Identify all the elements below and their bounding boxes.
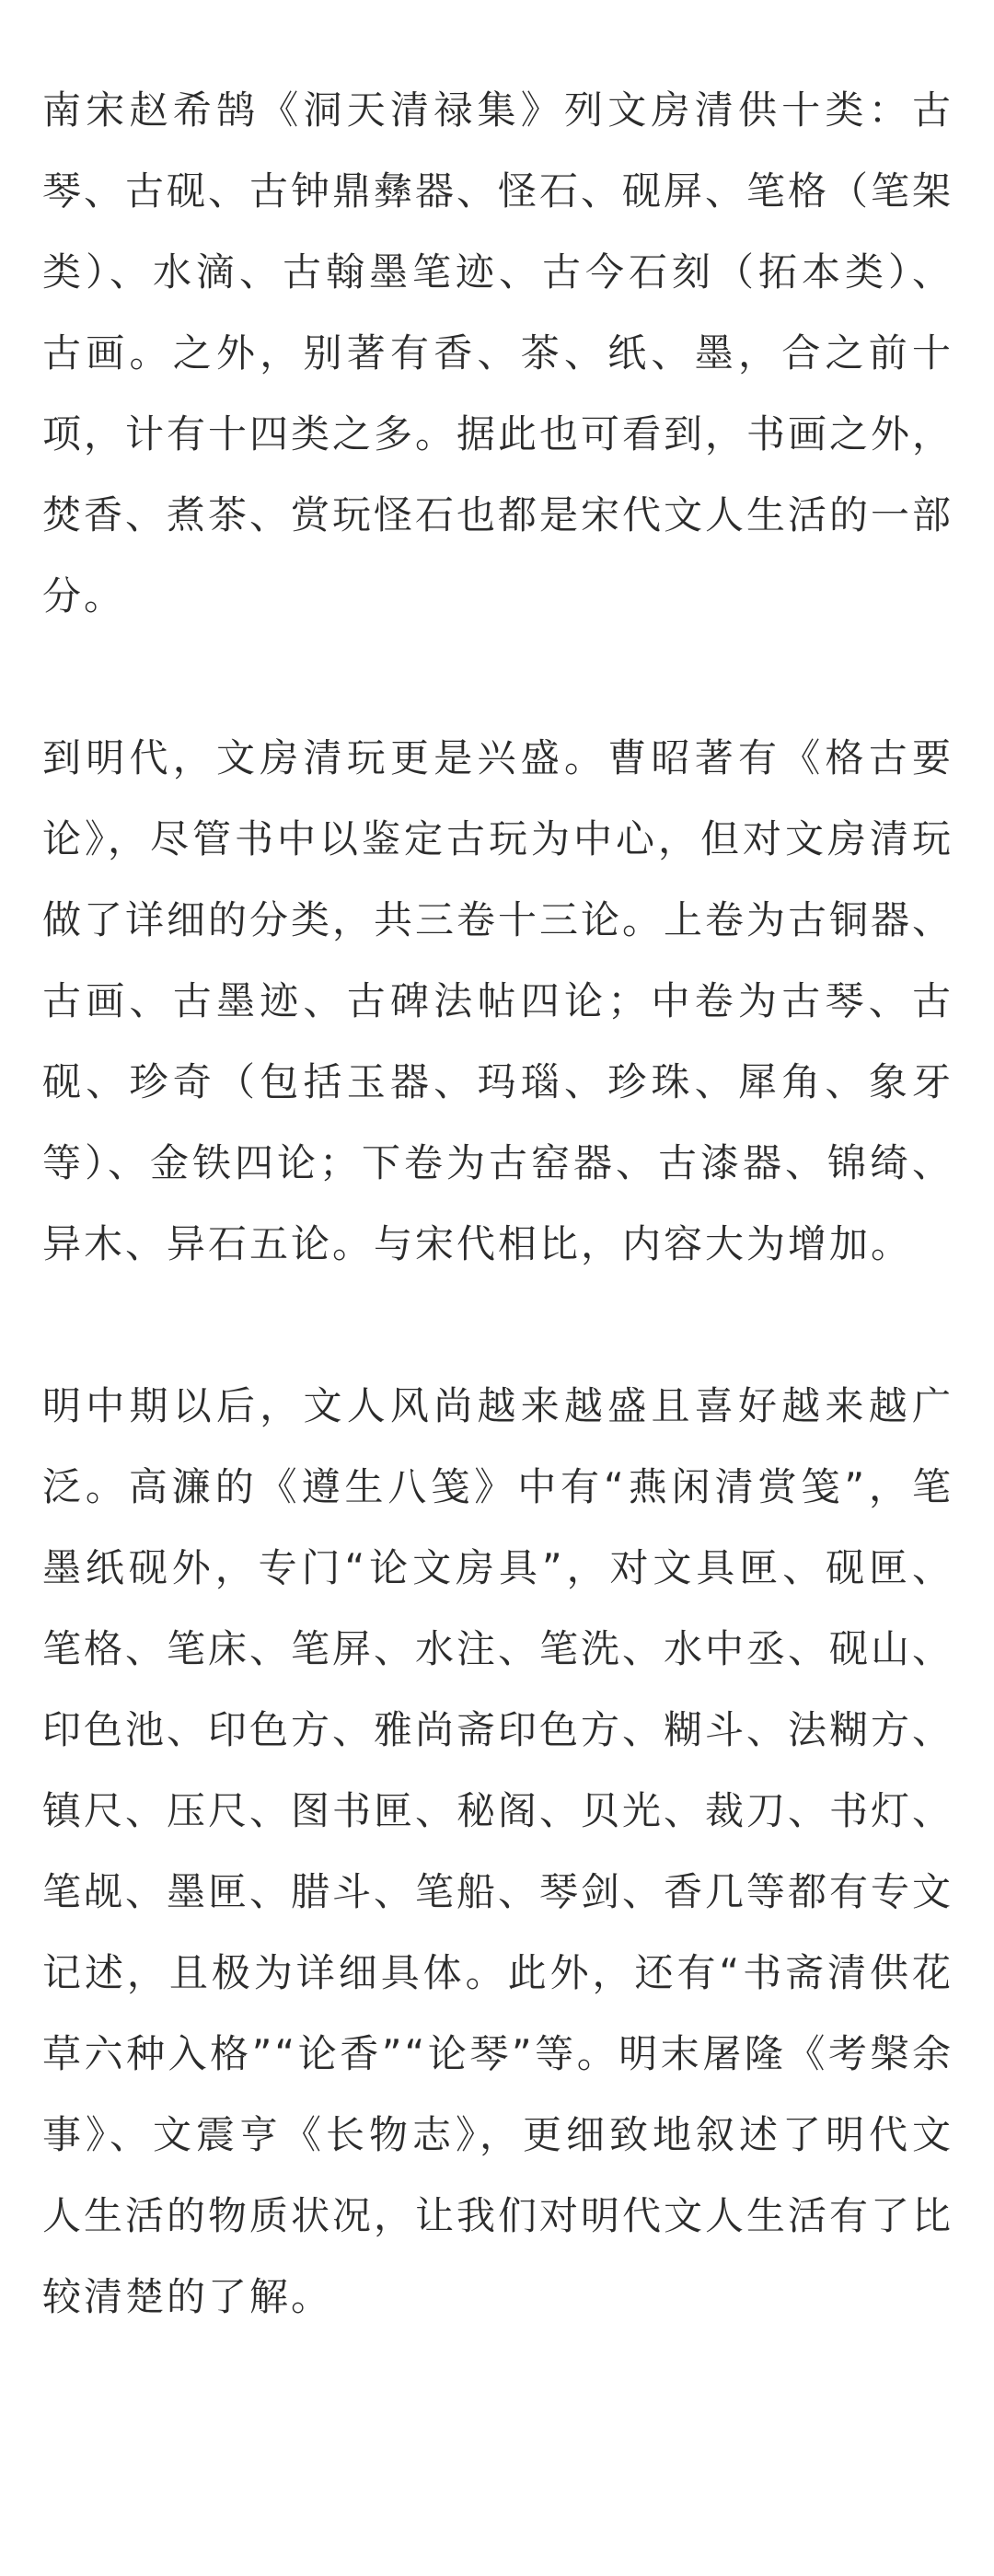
paragraph-ming-dynasty: 到明代，文房清玩更是兴盛。曹昭著有《格古要论》，尽管书中以鉴定古玩为中心，但对文房清玩做了详细的分类，共三卷十三论。上卷为古铜器、古画、古墨迹、古碑法帖四论；中卷为古琴、古砚、珍奇（包括玉器、玛瑙、珍珠、犀角、象牙等）、金铁四论；下卷为古窑器、古漆器、锦绮、异木、异石五论。与宋代相比，内容大为增加。	[42, 735, 954, 1266]
paragraph-song-dynasty: 南宋赵希鹄《洞天清禄集》列文房清供十类：古琴、古砚、古钟鼎彝器、怪石、砚屏、笔格（笔架类）、水滴、古翰墨笔迹、古今石刻（拓本类）、古画。之外，别著有香、茶、纸、墨，合之前十项，计有十四类之多。据此也可看到，书画之外，焚香、煮茶、赏玩怪石也都是宋代文人生活的一部分。	[42, 87, 954, 618]
paragraph-mid-ming: 明中期以后，文人风尚越来越盛且喜好越来越广泛。高濂的《遵生八笺》中有“燕闲清赏笺”，笔墨纸砚外，专门“论文房具”，对文具匣、砚匣、笔格、笔床、笔屏、水注、笔洗、水中丞、砚山、印色池、印色方、雅尚斋印色方、糊斗、法糊方、镇尺、压尺、图书匣、秘阁、贝光、裁刀、书灯、笔觇、墨匣、腊斗、笔船、琴剑、香几等都有专文记述，且极为详细具体。此外，还有“书斋清供花草六种入格”“论香”“论琴”等。明末屠隆《考槃余事》、文震亨《长物志》，更细致地叙述了明代文人生活的物质状况，让我们对明代文人生活有了比较清楚的了解。	[42, 1383, 954, 2319]
article-body	[42, 70, 954, 2338]
